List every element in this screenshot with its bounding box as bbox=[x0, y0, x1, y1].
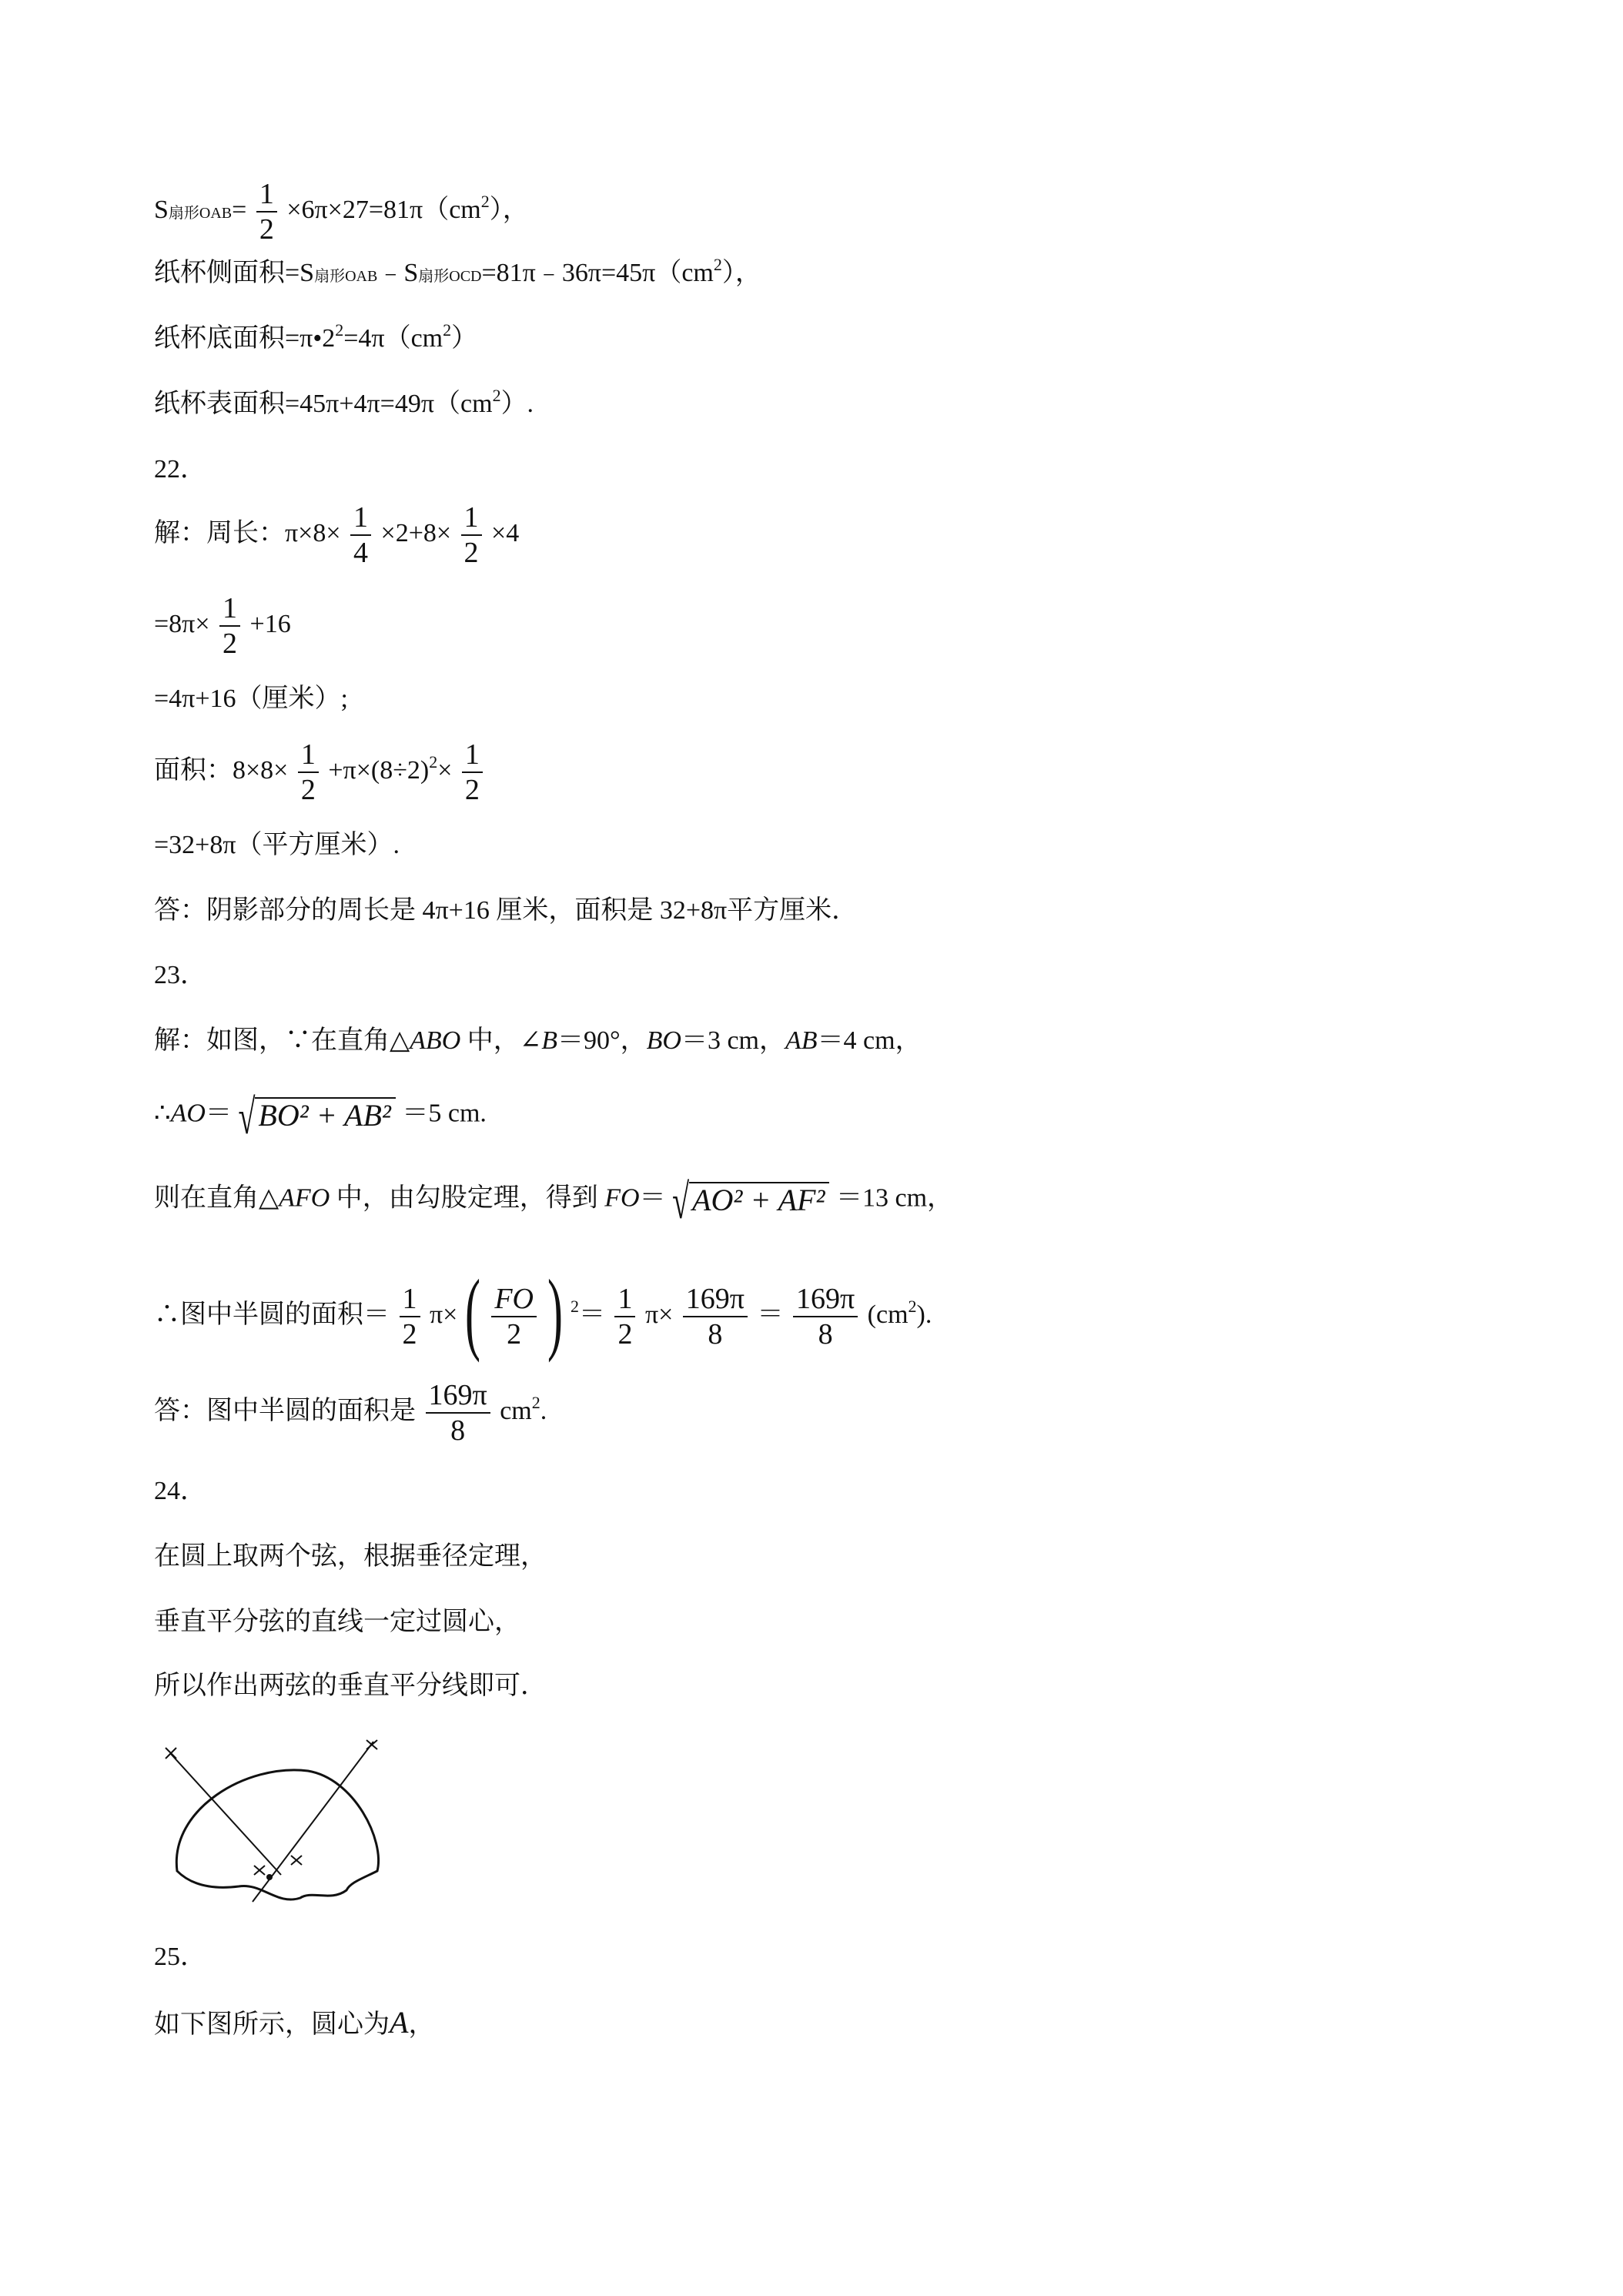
line-right-triangle-abo: 解：如图，∵在直角△ABO 中，∠B＝90°，BO＝3 cm，AB＝4 cm， bbox=[154, 1026, 922, 1055]
answer-23: 答：图中半圆的面积是 $\frac{169\pi}{8}$ $cm^2$. bbox=[154, 1379, 547, 1447]
line-semicircle-area: ∴图中半圆的面积＝ $\frac{1}{2}$ π×( $\frac{FO}{2}$ ) $^2$＝ $\frac{1}{2}$ π× $\frac{169\pi}{8}$ ＝ $\frac{169\pi}{8}$ $(cm^2)$. bbox=[154, 1260, 932, 1363]
broken-circle-construction-figure bbox=[154, 1725, 393, 1909]
line-cup-base-area: 纸杯底面积$=\pi•2^2=4\pi(cm^2)$ bbox=[154, 320, 478, 353]
line-perimeter-result: =4π+16（厘米）; bbox=[154, 684, 348, 713]
question-number-23: 23． bbox=[154, 961, 206, 989]
line-sector-oab-area: S扇形OAB= $\frac{1}{2}$ $\times 6\pi\times 27=81\pi(cm^2)$， bbox=[154, 178, 529, 246]
line-cup-side-area: 纸杯侧面积=S扇形OAB﹣S扇形$OCD=81\pi﹣36\pi=45\pi(cm^2)$， bbox=[154, 255, 761, 287]
line-24-step2: 垂直平分弦的直线一定过圆心， bbox=[154, 1608, 520, 1636]
line-fo-length: 则在直角△AFO 中，由勾股定理，得到 FO＝ √ AO² + AF² ＝13 cm， bbox=[154, 1173, 954, 1230]
line-24-step3: 所以作出两弦的垂直平分线即可． bbox=[154, 1672, 547, 1700]
fraction: $\frac{1}{2}$ bbox=[256, 177, 277, 246]
question-number-25: 25． bbox=[154, 1943, 206, 1971]
line-perimeter: 解：周长：π×8× $\frac{1}{4}$ ×2+8× $\frac{1}{2}$ ×4 bbox=[154, 501, 520, 569]
line-ao-length: ∴AO＝ √ BO² + AB² ＝5 cm. bbox=[154, 1089, 487, 1145]
line-perimeter-step2: =8π× $\frac{1}{2}$ +16 bbox=[154, 592, 291, 660]
line-24-step1: 在圆上取两个弦，根据垂径定理， bbox=[154, 1542, 547, 1571]
square-root: √ BO² + AB² bbox=[238, 1097, 395, 1133]
line-area-result: =32+8π（平方厘米）. bbox=[154, 831, 400, 859]
square-root: √ AO² + AF² bbox=[672, 1182, 829, 1218]
question-number-22: 22． bbox=[154, 455, 206, 484]
line-area: 面积：8×8× $\frac{1}{2}$ $+\pi\times(8\div 2)^2\times$ $\frac{1}{2}$ bbox=[154, 738, 486, 807]
line-cup-surface-area: 纸杯表面积$=45\pi+4\pi=49\pi(cm^2)$. bbox=[154, 386, 534, 418]
line-25-center: 如下图所示，圆心为A， bbox=[154, 2005, 435, 2040]
question-number-24: 24． bbox=[154, 1477, 206, 1505]
answer-22: 答：阴影部分的周长是 4π+16 厘米，面积是 32+8π平方厘米． bbox=[154, 896, 858, 925]
